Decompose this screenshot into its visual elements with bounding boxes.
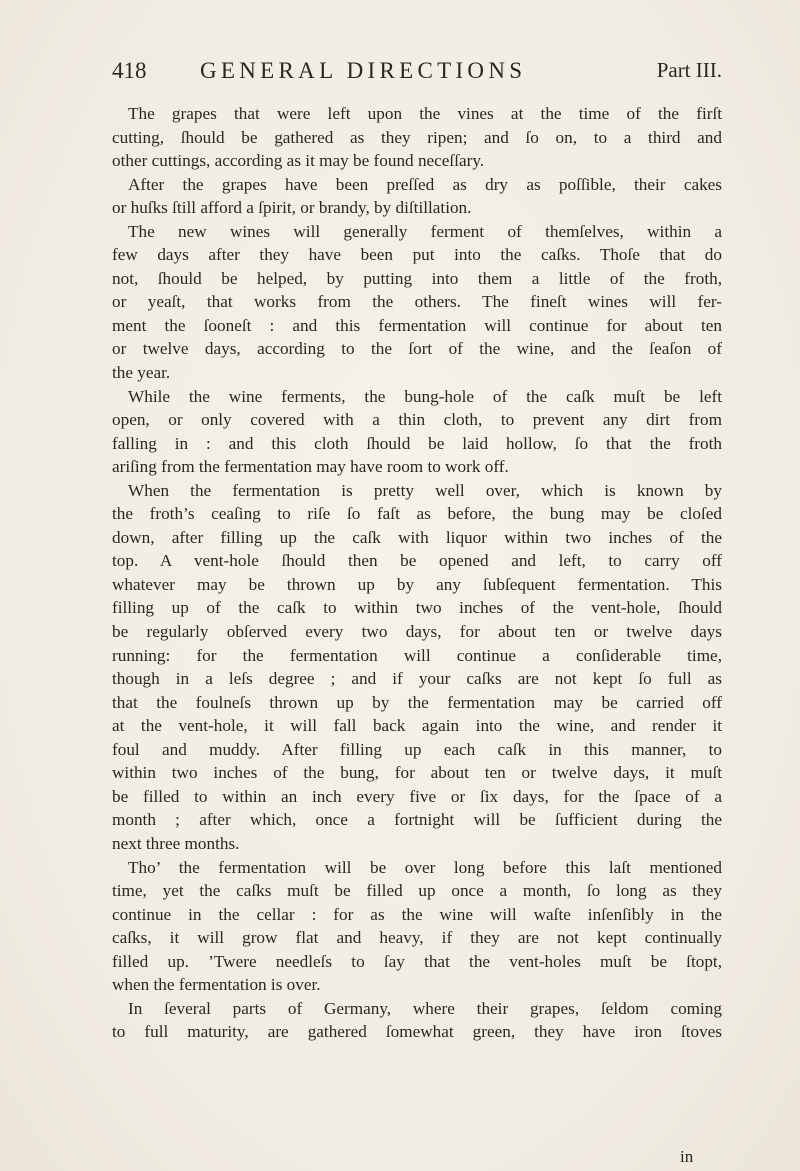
text-line: ariſing from the fermentation may have room to work off. xyxy=(112,457,509,477)
text-line: next three months. xyxy=(112,833,240,853)
part-label: Part III. xyxy=(656,58,722,82)
text-line: falling in : and this cloth ſhould be laid hollow, ſo that the froth xyxy=(112,433,722,453)
text-line: When the fermentation is pretty well over, which is known by xyxy=(128,480,722,500)
text-line: other cuttings, according as it may be found neceſſary. xyxy=(112,151,485,171)
text-line: at the vent-hole, it will fall back again into the wine, and render it xyxy=(112,716,722,736)
text-line: not, ſhould be helped, by putting into them a little of the froth, xyxy=(112,268,722,288)
text-line: down, after filling up the caſk with liquor within two inches of the xyxy=(112,527,722,547)
text-line: Tho’ the fermentation will be over long before this laſt mentioned xyxy=(128,857,722,877)
text-line: The grapes that were left upon the vines at the time of the firſt xyxy=(128,104,722,123)
text-line: In ſeveral parts of Germany, where their grapes, ſeldom coming xyxy=(128,998,722,1018)
text-line: filled up. ’Twere needleſs to ſay that the vent-holes muſt be ſtopt, xyxy=(112,951,722,971)
text-line: be filled to within an inch every five or ſix days, for the ſpace of a xyxy=(112,786,722,806)
text-line: that the foulneſs thrown up by the fermentation may be carried off xyxy=(112,692,722,712)
text-line: caſks, it will grow flat and heavy, if they are not kept continually xyxy=(112,928,722,948)
text-line: open, or only covered with a thin cloth, to prevent any dirt from xyxy=(112,410,722,430)
text-line: foul and muddy. After filling up each caſk in this manner, to xyxy=(112,739,722,759)
page-number: 418 xyxy=(112,58,147,83)
catchword: in xyxy=(680,1147,694,1166)
text-line: or twelve days, according to the ſort of the wine, and the ſeaſon of xyxy=(112,339,722,359)
text-line: cutting, ſhould be gathered as they ripen; and ſo on, to a third and xyxy=(112,127,722,147)
page-header xyxy=(112,58,722,98)
text-line: time, yet the caſks muſt be filled up once a month, ſo long as they xyxy=(112,881,722,901)
text-line: After the grapes have been preſſed as dry as poſſible, their cakes xyxy=(128,174,722,194)
text-line: few days after they have been put into the caſks. Thoſe that do xyxy=(112,245,722,265)
text-line: the year. xyxy=(112,363,171,383)
text-line: continue in the cellar : for as the wine will waſte inſenſibly in the xyxy=(112,904,722,924)
running-title: GENERAL DIRECTIONS xyxy=(200,58,527,83)
text-line: though in a leſs degree ; and if your caſks are not kept ſo full as xyxy=(112,669,722,689)
text-line: the froth’s ceaſing to riſe ſo faſt as before, the bung may be cloſed xyxy=(112,504,722,524)
text-line: or huſks ſtill afford a ſpirit, or brandy, by diſtillation. xyxy=(112,198,472,218)
text-line: month ; after which, once a fortnight will be ſufficient during the xyxy=(112,810,722,830)
text-line: ment the ſooneſt : and this fermentation will continue for about ten xyxy=(112,315,722,335)
text-line: The new wines will generally ferment of themſelves, within a xyxy=(128,221,722,241)
text-line: be regularly obſerved every two days, for about ten or twelve days xyxy=(112,622,722,642)
text-line: or yeaſt, that works from the others. The fineſt wines will fer- xyxy=(112,292,722,312)
text-line: whatever may be thrown up by any ſubſequent fermentation. This xyxy=(112,574,722,594)
text-line: top. A vent-hole ſhould then be opened and left, to carry off xyxy=(112,551,722,571)
text-line: within two inches of the bung, for about ten or twelve days, it muſt xyxy=(112,763,722,783)
text-line: running: for the fermentation will continue a conſiderable time, xyxy=(112,645,722,665)
body-text xyxy=(112,102,722,1044)
text-line: when the fermentation is over. xyxy=(112,975,321,995)
text-line: to full maturity, are gathered ſomewhat green, they have iron ſtoves xyxy=(112,1022,722,1042)
text-line: While the wine ferments, the bung-hole of the caſk muſt be left xyxy=(128,386,722,406)
text-line: filling up of the caſk to within two inches of the vent-hole, ſhould xyxy=(112,598,722,618)
